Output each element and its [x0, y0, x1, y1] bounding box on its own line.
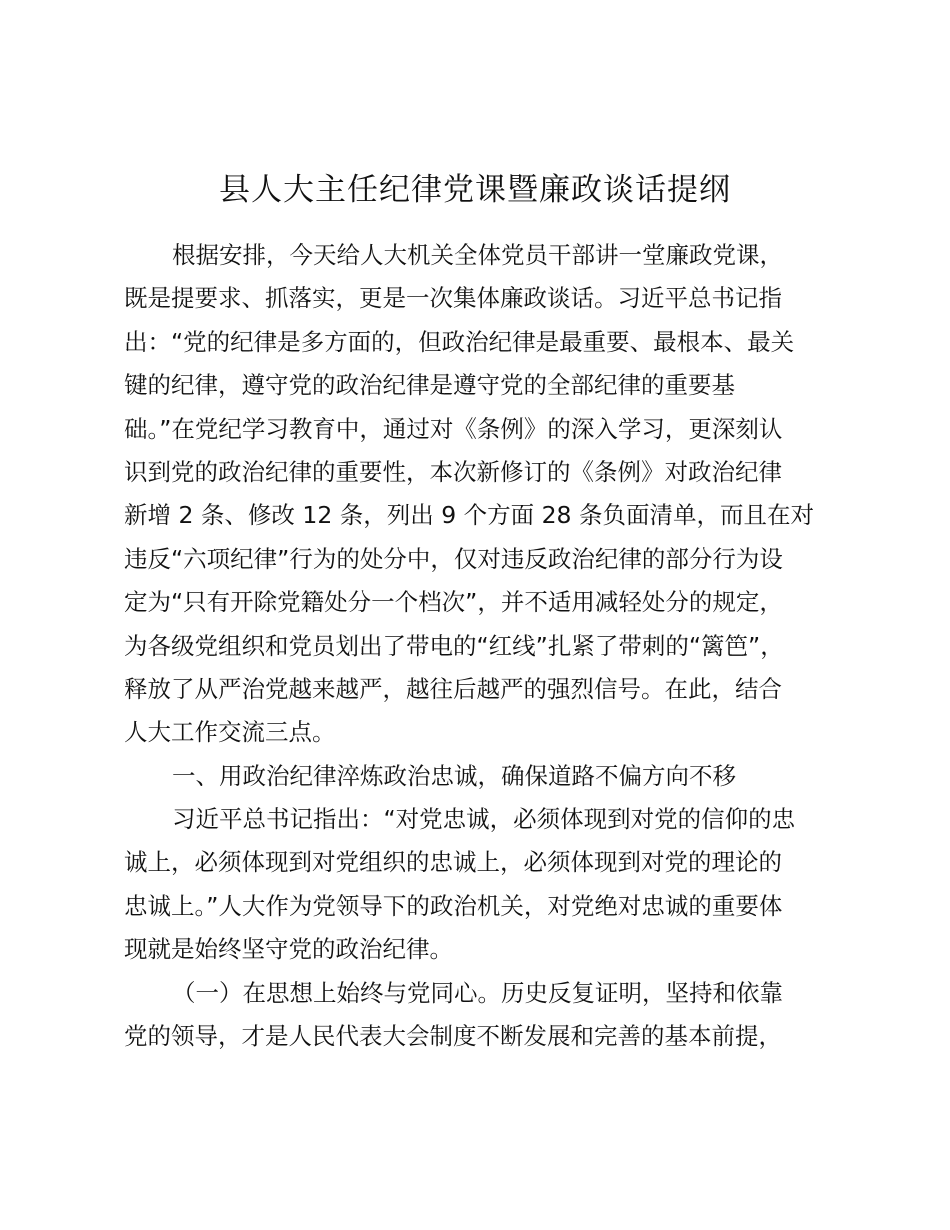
text-line: 习近平总书记指出：“对党忠诚，必须体现到对党的信仰的忠 — [172, 805, 796, 834]
text-line: 键的纪律，遵守党的政治纪律是遵守党的全部纪律的重要基 — [124, 371, 735, 400]
text-line: 诚上，必须体现到对党组织的忠诚上，必须体现到对党的理论的 — [124, 848, 782, 877]
text-line: 忠诚上。”人大作为党领导下的政治机关，对党绝对忠诚的重要体 — [124, 891, 783, 920]
text-line: 识到党的政治纪律的重要性，本次新修订的《条例》对政治纪律 — [124, 457, 782, 486]
text-line: 根据安排，今天给人大机关全体党员干部讲一堂廉政党课， — [172, 241, 783, 269]
text-line: 现就是始终坚守党的政治纪律。 — [124, 935, 453, 964]
text-line: 释放了从严治党越来越严，越往后越严的强烈信号。在此，结合 — [124, 674, 782, 703]
text-line: 新增 2 条、修改 12 条，列出 9 个方面 28 条负面清单，而且在对 — [124, 501, 814, 530]
section-heading: 一、用政治纪律淬炼政治忠诚，确保道路不偏方向不移 — [172, 761, 736, 790]
text-line: 出：“党的纪律是多方面的，但政治纪律是最重要、最根本、最关 — [124, 327, 795, 356]
text-line: 础。”在党纪学习教育中，通过对《条例》的深入学习，更深刻认 — [124, 414, 783, 443]
text-line: 既是提要求、抓落实，更是一次集体廉政谈话。习近平总书记指 — [124, 284, 782, 313]
text-line: 党的领导，才是人民代表大会制度不断发展和完善的基本前提， — [124, 1022, 782, 1051]
text-line: 人大工作交流三点。 — [124, 718, 336, 747]
document-body — [124, 234, 836, 1058]
document-title: 县人大主任纪律党课暨廉政谈话提纲 — [219, 172, 731, 208]
text-line: 为各级党组织和党员划出了带电的“红线”扎紧了带刺的“篱笆”， — [124, 631, 784, 660]
text-line: 定为“只有开除党籍处分一个档次”，并不适用减轻处分的规定， — [124, 588, 783, 617]
text-line: 违反“六项纪律”行为的处分中，仅对违反政治纪律的部分行为设 — [124, 544, 783, 573]
text-line: （一）在思想上始终与党同心。历史反复证明，坚持和依靠 — [172, 978, 783, 1007]
